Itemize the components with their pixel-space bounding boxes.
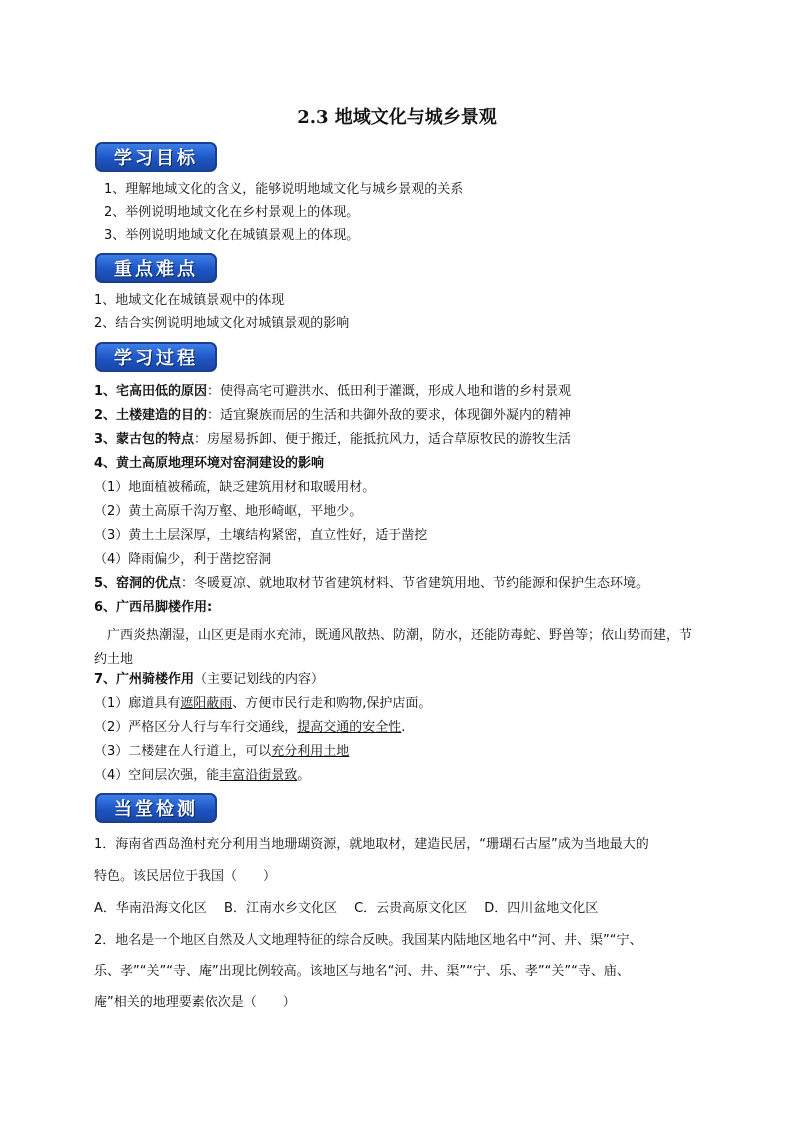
question-1-line-2: 特色。该民居位于我国（ ） <box>94 869 277 884</box>
process-item-7-sub-1 <box>94 695 714 713</box>
text-segment: （3）二楼建在人行道上，可以 <box>94 744 272 759</box>
page-title: 2.3 地域文化与城乡景观 <box>297 107 497 128</box>
section-badge-process: 学习过程 <box>95 342 217 372</box>
process-item-7-sub-4 <box>94 767 714 785</box>
text-segment: . <box>401 720 406 735</box>
process-item-7-note: （主要记划线的内容） <box>194 672 325 687</box>
process-item-6-text: 广西炎热潮湿，山区更是雨水充沛，既通风散热、防潮，防水，还能防毒蛇、野兽等；依山势而建，节约土地 <box>94 628 693 667</box>
process-item-4-sub-1: （1）地面植被稀疏，缺乏建筑用材和取暖用材。 <box>94 480 376 495</box>
keypoint-item-1: 1、地域文化在城镇景观中的体现 <box>94 293 285 308</box>
question-2-line-3: 庵”相关的地理要素依次是（ ） <box>94 995 296 1010</box>
goal-item-3: 3、举例说明地域文化在城镇景观上的体现。 <box>104 228 360 243</box>
underlined-text: 遮阳蔽雨 <box>180 696 233 711</box>
text-segment: （4）空间层次强，能 <box>94 768 220 783</box>
text-segment: 。 <box>297 768 311 783</box>
underlined-text: 充分利用土地 <box>271 744 350 759</box>
goal-item-2: 2、举例说明地域文化在乡村景观上的体现。 <box>104 205 360 220</box>
question-1-options: A．华南沿海文化区 B．江南水乡文化区 C．云贵高原文化区 D．四川盆地文化区 <box>94 901 599 916</box>
process-item-5-head: 5、窑洞的优点 <box>94 576 182 591</box>
section-badge-goals: 学习目标 <box>95 142 217 172</box>
process-item-7-sub-3 <box>94 743 714 761</box>
section-badge-keypoints: 重点难点 <box>95 253 217 283</box>
underlined-text: 丰富沿街景致 <box>219 768 298 783</box>
process-item-7 <box>94 671 714 689</box>
process-item-1-text: ：使得高宅可避洪水、低田利于灌溉，形成人地和谐的乡村景观 <box>207 384 572 399</box>
underlined-text: 提高交通的安全性 <box>297 720 402 735</box>
process-item-2 <box>94 407 714 425</box>
section-badge-check: 当堂检测 <box>95 793 217 823</box>
text-segment: （2）严格区分人行与车行交通线， <box>94 720 298 735</box>
process-item-2-text: ：适宜聚族而居的生活和共御外敌的要求，体现御外凝内的精神 <box>207 408 572 423</box>
process-item-3-text: ：房屋易拆卸、便于搬迁，能抵抗风力，适合草原牧民的游牧生活 <box>194 432 572 447</box>
process-item-2-head: 2、土楼建造的目的 <box>94 408 208 423</box>
process-item-4-sub-2: （2）黄土高原千沟万壑、地形崎岖，平地少。 <box>94 504 363 519</box>
process-item-4-head: 4、黄土高原地理环境对窑洞建设的影响 <box>94 456 325 471</box>
process-item-6-head: 6、广西吊脚楼作用: <box>94 600 213 615</box>
process-item-4-sub-3: （3）黄土土层深厚，土壤结构紧密，直立性好，适于凿挖 <box>94 528 428 543</box>
process-item-5-text: ：冬暖夏凉、就地取材节省建筑材料、节省建筑用地、节约能源和保护生态环境。 <box>181 576 650 591</box>
process-item-1-head: 1、宅高田低的原因 <box>94 384 208 399</box>
process-item-7-head: 7、广州骑楼作用 <box>94 672 195 687</box>
question-2-line-1: 2．地名是一个地区自然及人文地理特征的综合反映。我国某内陆地区地名中“河、井、渠”“宁、 <box>94 933 643 948</box>
question-2-line-2: 乐、孝”“关”“寺、庵”出现比例较高。该地区与地名“河、井、渠”“宁、乐、孝”“关”“寺、庙、 <box>94 964 630 979</box>
question-1-line-1: 1．海南省西岛渔村充分利用当地珊瑚资源，就地取材，建造民居，“珊瑚石古屋”成为当地最大的 <box>94 837 649 852</box>
text-segment: （1）廊道具有 <box>94 696 181 711</box>
process-item-3-head: 3、蒙古包的特点 <box>94 432 195 447</box>
process-item-3 <box>94 431 714 449</box>
text-segment: 、方便市民行走和购物,保护店面。 <box>232 696 432 711</box>
process-item-1 <box>94 383 714 401</box>
process-item-7-sub-2 <box>94 719 714 737</box>
process-item-5 <box>94 575 714 593</box>
goal-item-1: 1、理解地域文化的含义，能够说明地域文化与城乡景观的关系 <box>104 182 464 197</box>
keypoint-item-2: 2、结合实例说明地域文化对城镇景观的影响 <box>94 316 350 331</box>
process-item-4-sub-4: （4）降雨偏少，利于凿挖窑洞 <box>94 552 272 567</box>
